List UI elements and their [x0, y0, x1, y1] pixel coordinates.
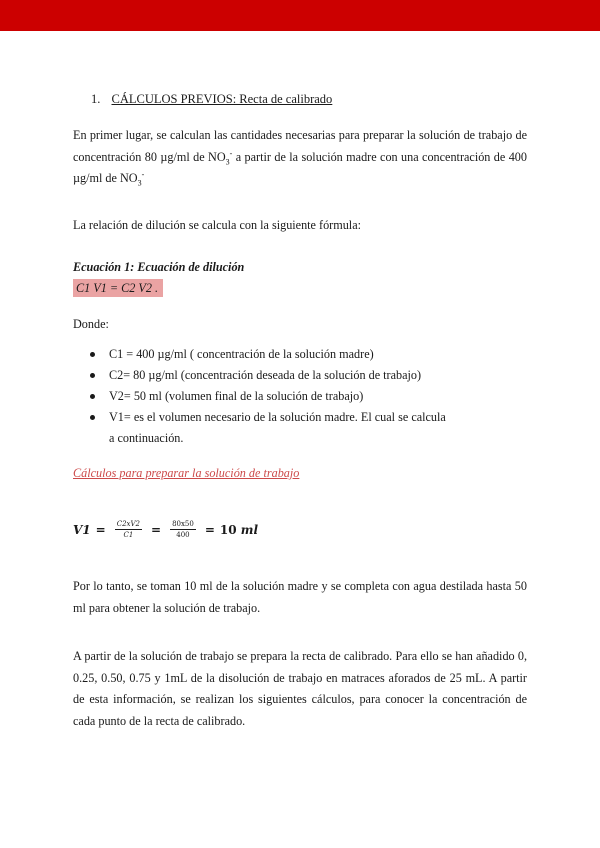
definitions-list: [73, 344, 453, 449]
intro-text-2: a partir de la solución madre con una concentración de 400 µg/ml de NO: [73, 149, 527, 185]
list-item: V1= es el volumen necesario de la solución madre. El cual se calcula a continuación.: [73, 407, 453, 449]
equation-label: Ecuación 1: Ecuación de dilución: [73, 260, 245, 274]
formula-result: [220, 523, 258, 537]
formula-equals-2: =: [151, 522, 162, 537]
fraction-80x50-400: [170, 520, 196, 539]
result-value: 10: [219, 522, 237, 537]
formula-equals-3: =: [204, 522, 215, 537]
result-unit: ml: [240, 522, 259, 537]
v1-formula: [73, 520, 258, 539]
formula-equals-1: =: [95, 522, 106, 537]
donde-label: Donde:: [73, 317, 109, 331]
calc-section-link[interactable]: Cálculos para preparar la solución de trabajo: [73, 466, 300, 480]
intro-text-1: En primer lugar, se calculan las cantidades necesarias para preparar la solución de trabajo de concentración 80 µg/ml de NO: [73, 128, 527, 164]
header-bar: [0, 0, 600, 31]
section-number: 1.: [91, 92, 101, 106]
list-item: C1 = 400 µg/ml ( concentración de la solución madre): [73, 344, 453, 365]
fraction-numerator: C2xV2: [116, 520, 141, 528]
list-item: C2= 80 µg/ml (concentración deseada de la solución de trabajo): [73, 365, 453, 386]
calibration-paragraph: A partir de la solución de trabajo se prepara la recta de calibrado. Para ello se han añadido 0, 0.25, 0.50, 0.75 y 1mL de la disolución de trabajo en matraces aforados de 25 mL. A partir de esta información, se realizan los siguientes cálculos, para conocer la concentración de cada punto de la recta de calibrado.: [73, 649, 527, 728]
no3-subscript-2: 3: [137, 178, 142, 188]
section-heading: [91, 92, 332, 107]
equation-formula: C1 V1 = C2 V2 .: [73, 279, 163, 297]
dilution-intro: La relación de dilución se calcula con la siguiente fórmula:: [73, 218, 361, 232]
list-item: V2= 50 ml (volumen final de la solución de trabajo): [73, 386, 453, 407]
no3-superscript: -: [229, 148, 233, 158]
fraction-c2v2-c1: [115, 520, 142, 539]
fraction-denominator: C1: [123, 531, 134, 539]
section-title: CÁLCULOS PREVIOS: Recta de calibrado: [111, 92, 333, 106]
result-paragraph: Por lo tanto, se toman 10 ml de la solución madre y se completa con agua destilada hasta 50 ml para obtener la solución de trabajo.: [73, 579, 527, 615]
fraction-numerator: 80x50: [172, 520, 194, 528]
no3-subscript: 3: [225, 156, 230, 166]
intro-paragraph: [73, 125, 527, 190]
formula-lhs: V1: [73, 522, 91, 537]
fraction-denominator: 400: [176, 531, 190, 539]
no3-superscript-2: -: [141, 169, 145, 179]
